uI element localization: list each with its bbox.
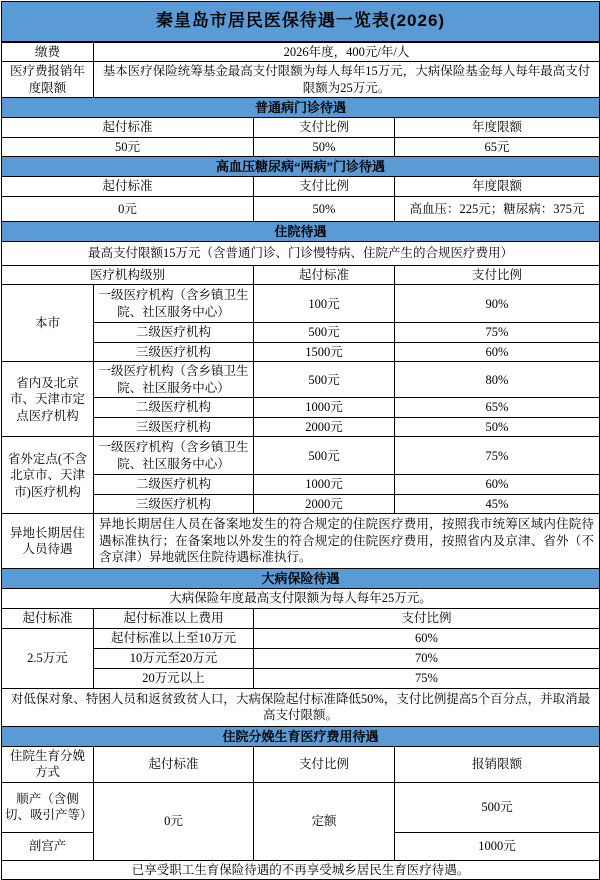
institution-level-cell: 一级医疗机构（含乡镇卫生院、社区服务中心） (94, 437, 254, 475)
two-diseases-ratio-cell: 50% (254, 196, 395, 221)
deductible-cell: 2000元 (254, 494, 395, 514)
institution-level-cell: 一级医疗机构（含乡镇卫生院、社区服务中心） (94, 362, 254, 398)
hospitalization-note: 最高支付限额15万元（含普通门诊、门诊慢特病、住院产生的合规医疗费用） (2, 241, 600, 265)
reimbursement-limit-cell: 1000元 (395, 832, 600, 860)
outpatient-deductible-cell: 50元 (2, 137, 254, 157)
institution-level-cell: 二级医疗机构 (94, 323, 254, 343)
delivery-method-cell: 顺产（含侧切、吸引产等） (2, 782, 94, 832)
section-header-maternity: 住院分娩生育医疗费用待遇 (2, 726, 600, 746)
institution-level-cell: 二级医疗机构 (94, 475, 254, 495)
page-title: 秦皇岛市居民医保待遇一览表(2026) (2, 2, 600, 42)
column-header-ratio: 支付比例 (254, 118, 395, 138)
ratio-cell: 60% (395, 475, 600, 495)
cost-range-cell: 起付标准以上至10万元 (94, 628, 254, 648)
ratio-cell: 75% (395, 437, 600, 475)
section-header-critical-illness: 大病保险待遇 (2, 568, 600, 588)
annual-limit-label: 医疗费报销年度限额 (2, 62, 94, 98)
deductible-cell: 500元 (254, 323, 395, 343)
column-header-institution-level: 医疗机构级别 (2, 265, 254, 285)
column-header-delivery-method: 住院生育分娩方式 (2, 746, 94, 782)
cost-range-cell: 20万元以上 (94, 668, 254, 688)
column-header-ratio: 支付比例 (254, 609, 600, 629)
outpatient-limit-cell: 65元 (395, 137, 600, 157)
ratio-cell: 65% (395, 398, 600, 418)
ratio-cell: 75% (254, 668, 600, 688)
column-header-ratio: 支付比例 (254, 746, 395, 782)
institution-level-cell: 三级医疗机构 (94, 342, 254, 362)
remote-residents-label: 异地长期居住人员待遇 (2, 514, 94, 569)
ratio-cell: 70% (254, 648, 600, 668)
ratio-cell: 45% (395, 494, 600, 514)
two-diseases-limit-cell: 高血压：225元；糖尿病：375元 (395, 196, 600, 221)
benefits-table (1, 1, 600, 880)
group-label-province-bj-tj: 省内及北京市、天津市定点医疗机构 (2, 362, 94, 437)
critical-deductible-cell: 2.5万元 (2, 628, 94, 688)
deductible-cell: 1500元 (254, 342, 395, 362)
column-header-annual-limit: 年度限额 (395, 118, 600, 138)
deductible-cell: 100元 (254, 285, 395, 323)
annual-limit-value: 基本医疗保险统筹基金最高支付限额为每人每年15万元，大病保险基金每人每年最高支付限额为25万元。 (94, 62, 600, 98)
critical-illness-footnote: 对低保对象、特困人员和返贫致贫人口，大病保险起付标准降低50%，支付比例提高5个百分点，并取消最高支付限额。 (2, 688, 600, 726)
deductible-cell: 1000元 (254, 398, 395, 418)
group-label-out-of-province: 省外定点(不含北京市、天津市)医疗机构 (2, 437, 94, 514)
section-header-hospitalization: 住院待遇 (2, 221, 600, 241)
ratio-cell: 90% (395, 285, 600, 323)
institution-level-cell: 三级医疗机构 (94, 494, 254, 514)
remote-residents-text: 异地长期居住人员在备案地发生的符合规定的住院医疗费用，按照我市统筹区域内住院待遇标准执行；在备案地以外发生的符合规定的住院医疗费用，按照省内及京津、省外（不含京津）异地就医住院待遇标准执行。 (94, 514, 600, 569)
outpatient-ratio-cell: 50% (254, 137, 395, 157)
reimbursement-limit-cell: 500元 (395, 782, 600, 832)
institution-level-cell: 二级医疗机构 (94, 398, 254, 418)
column-header-deductible: 起付标准 (2, 609, 94, 629)
column-header-deductible: 起付标准 (94, 746, 254, 782)
column-header-above-deductible: 起付标准以上费用 (94, 609, 254, 629)
group-label-local: 本市 (2, 285, 94, 362)
deductible-cell: 1000元 (254, 475, 395, 495)
ratio-cell: 75% (395, 323, 600, 343)
fee-label: 缴费 (2, 42, 94, 62)
cost-range-cell: 10万元至20万元 (94, 648, 254, 668)
maternity-ratio-cell: 定额 (254, 782, 395, 860)
critical-illness-note: 大病保险年度最高支付限额为每人每年25万元。 (2, 589, 600, 609)
deductible-cell: 2000元 (254, 417, 395, 437)
ratio-cell: 80% (395, 362, 600, 398)
delivery-method-cell: 剖宫产 (2, 832, 94, 860)
ratio-cell: 50% (395, 417, 600, 437)
maternity-deductible-cell: 0元 (94, 782, 254, 860)
maternity-footnote: 已享受职工生育保险待遇的不再享受城乡居民生育医疗待遇。 (2, 860, 600, 880)
section-header-two-diseases: 高血压糖尿病“两病”门诊待遇 (2, 157, 600, 177)
column-header-deductible: 起付标准 (2, 118, 254, 138)
column-header-annual-limit: 年度限额 (395, 177, 600, 197)
institution-level-cell: 三级医疗机构 (94, 417, 254, 437)
fee-value: 2026年度，400元/年/人 (94, 42, 600, 62)
column-header-reimbursement-limit: 报销限额 (395, 746, 600, 782)
deductible-cell: 500元 (254, 437, 395, 475)
section-header-outpatient: 普通病门诊待遇 (2, 98, 600, 118)
column-header-ratio: 支付比例 (254, 177, 395, 197)
two-diseases-deductible-cell: 0元 (2, 196, 254, 221)
column-header-deductible: 起付标准 (2, 177, 254, 197)
deductible-cell: 500元 (254, 362, 395, 398)
column-header-ratio: 支付比例 (395, 265, 600, 285)
institution-level-cell: 一级医疗机构（含乡镇卫生院、社区服务中心） (94, 285, 254, 323)
column-header-deductible: 起付标准 (254, 265, 395, 285)
ratio-cell: 60% (254, 628, 600, 648)
ratio-cell: 60% (395, 342, 600, 362)
